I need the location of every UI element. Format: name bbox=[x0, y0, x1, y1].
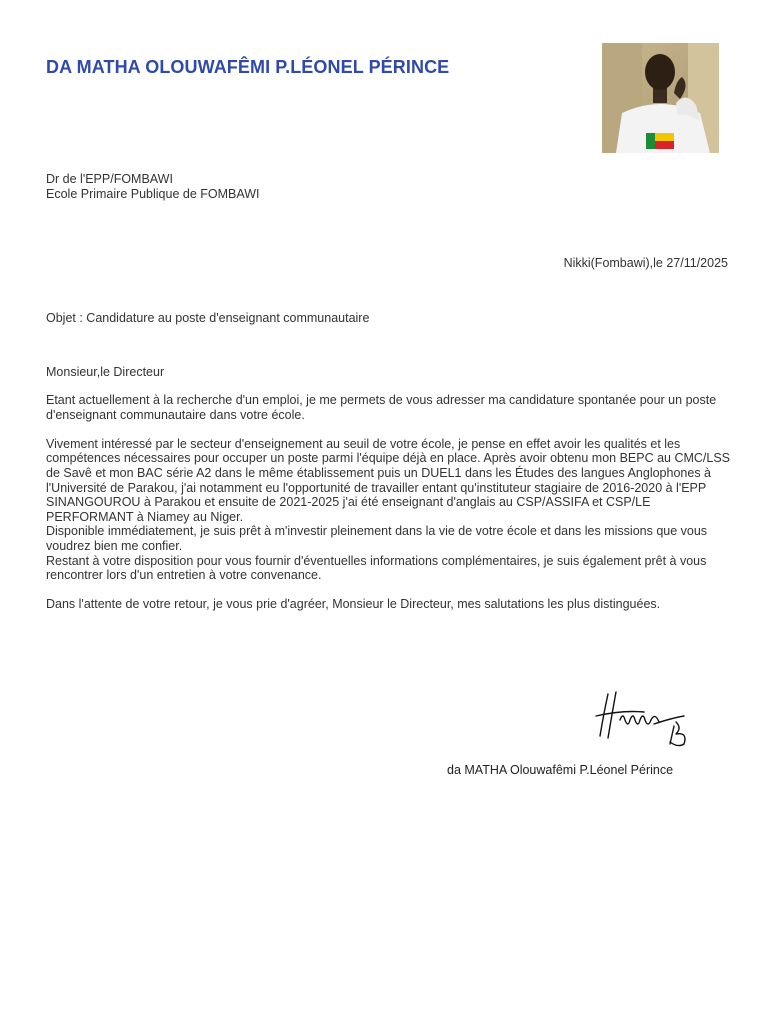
letter-subject: Objet : Candidature au poste d'enseignant communautaire bbox=[46, 311, 370, 325]
portrait-photo-icon bbox=[602, 43, 719, 153]
paragraph-intro: Etant actuellement à la recherche d'un emploi, je me permets de vous adresser ma candidature spontanée pour un poste d'enseignant communautaire dans votre école. bbox=[46, 393, 717, 422]
benin-flag-icon bbox=[646, 133, 674, 149]
recipient-school: Ecole Primaire Publique de FOMBAWI bbox=[46, 186, 260, 201]
salutation: Monsieur,le Directeur bbox=[46, 365, 165, 379]
signatory-name: da MATHA Olouwafêmi P.Léonel Pérince bbox=[447, 763, 674, 777]
paragraph-contact: Restant à votre disposition pour vous fournir d'éventuelles informations complémentaires, je suis également prêt à vous rencontrer lors d'un entretien à votre convenance. bbox=[46, 553, 707, 583]
paragraph-qualifications: Vivement intéressé par le secteur d'enseignement au seuil de votre école, je pense en effet avoir les qualités et les compétences nécessaires pour occuper un poste parmi l'équipe déjà en place. Après avoir obtenu mon BEPC au CMC/LSS de Savê et mon BAC série A2 dans le même établissement puis un DUEL1 dans les Études des langues Anglophones à l'Université de Parakou, j'ai notamment eu l'opportunité de travailler entant qu'instituteur stagiaire de 2016-2020 à l'EPP SINANGOUROU à Parakou et ensuite de 2021-2025 j'ai été enseignant d'anglais au CSP/ASSIFA et CSP/LE PERFORMANT à Niamey au Niger. bbox=[46, 436, 731, 524]
letter-body bbox=[46, 393, 736, 612]
recipient-block bbox=[46, 172, 260, 201]
paragraph-availability: Disponible immédiatement, je suis prêt à m'investir pleinement dans la vie de votre école et dans les missions que vous voudrez bien me confier. bbox=[46, 524, 708, 553]
place-date: Nikki(Fombawi),le 27/11/2025 bbox=[563, 256, 728, 270]
handwritten-signature-icon bbox=[592, 688, 692, 754]
sender-name: DA MATHA OLOUWAFÊMI P.LÉONEL PÉRINCE bbox=[46, 57, 450, 77]
paragraph-closing: Dans l'attente de votre retour, je vous prie d'agréer, Monsieur le Directeur, mes salutations les plus distinguées. bbox=[46, 597, 661, 612]
recipient-title: Dr de l'EPP/FOMBAWI bbox=[46, 172, 173, 186]
